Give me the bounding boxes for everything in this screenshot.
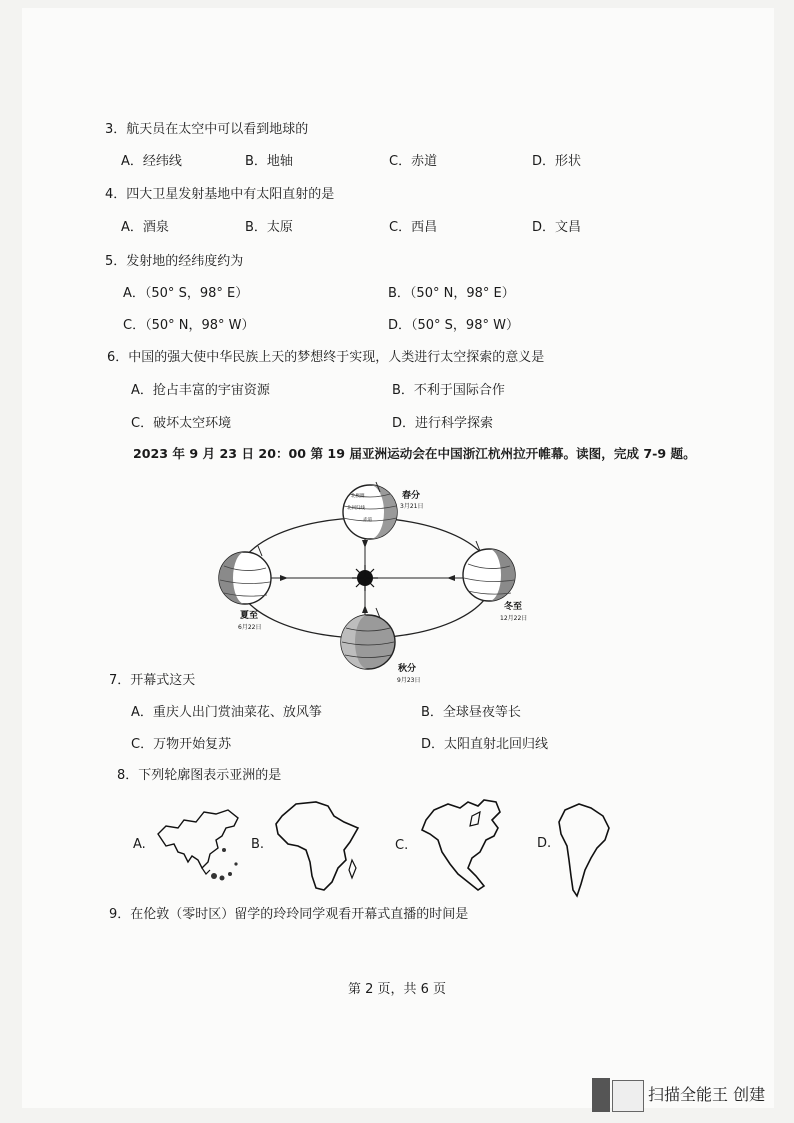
q7-option-d: D．太阳直射北回归线 <box>421 737 549 752</box>
label-spring: 春分 <box>402 491 421 501</box>
q6-stem: 6．中国的强大使中华民族上天的梦想终于实现，人类进行太空探索的意义是 <box>107 350 545 365</box>
q9-stem: 9．在伦敦（零时区）留学的玲玲同学观看开幕式直播的时间是 <box>109 907 469 922</box>
label-winter: 冬至 <box>504 602 523 612</box>
q5-option-d: D．（50° S，98° W） <box>388 318 519 333</box>
page-footer: 第 2 页，共 6 页 <box>347 982 447 997</box>
label-summer: 夏至 <box>240 611 259 621</box>
q7-option-c: C．万物开始复苏 <box>131 737 232 752</box>
q7-option-a: A．重庆人出门赏油菜花、放风筝 <box>131 705 322 720</box>
q3-stem: 3．航天员在太空中可以看到地球的 <box>105 122 309 137</box>
globe-autumn <box>341 608 395 669</box>
q3-option-a: A．经纬线 <box>121 154 182 169</box>
q3-option-d: D．形状 <box>532 154 582 169</box>
q6-option-b: B．不利于国际合作 <box>392 383 505 398</box>
map-south-america <box>555 800 615 900</box>
q5-option-a: A．（50° S，98° E） <box>123 286 249 301</box>
q5-stem: 5．发射地的经纬度约为 <box>105 254 244 269</box>
globe-spring <box>343 482 397 539</box>
sun-icon <box>352 565 378 591</box>
label-autumn-date: 9月23日 <box>397 677 421 684</box>
q8-option-a: A. <box>133 837 146 852</box>
arrow-up <box>362 540 368 548</box>
section-intro: 2023 年 9 月 23 日 20：00 第 19 届亚洲运动会在中国浙江杭州拉开帷幕。读图，完成 7-9 题。 <box>133 446 696 461</box>
q3-option-c: C．赤道 <box>389 154 438 169</box>
q8-option-b: B. <box>251 837 265 852</box>
watermark-text: 扫描全能王 创建 <box>648 1085 766 1104</box>
q8-stem: 8．下列轮廓图表示亚洲的是 <box>117 768 282 783</box>
arrow-right <box>447 575 455 581</box>
q6-option-c: C．破坏太空环境 <box>131 416 232 431</box>
label-arctic-circle: 北极圈 <box>351 494 365 499</box>
q4-option-c: C．西昌 <box>389 220 438 235</box>
label-equator: 赤道 <box>363 518 372 523</box>
label-summer-date: 6月22日 <box>238 624 262 631</box>
map-africa <box>270 798 366 894</box>
q4-option-a: A．酒泉 <box>121 220 169 235</box>
q6-option-a: A．抢占丰富的宇宙资源 <box>131 383 270 398</box>
scanner-watermark <box>592 1076 774 1112</box>
q5-option-c: C．（50° N，98° W） <box>123 318 255 333</box>
q4-option-b: B．太原 <box>245 220 293 235</box>
arrow-left <box>280 575 288 581</box>
label-spring-date: 3月21日 <box>400 503 424 510</box>
q5-option-b: B．（50° N，98° E） <box>388 286 515 301</box>
map-north-america <box>414 796 514 896</box>
q8-option-c: C. <box>395 838 409 853</box>
q3-option-b: B．地轴 <box>245 154 293 169</box>
app-logo-icon <box>612 1080 644 1112</box>
q7-option-b: B．全球昼夜等长 <box>421 705 521 720</box>
q4-option-d: D．文昌 <box>532 220 582 235</box>
q8-option-d: D. <box>537 836 552 851</box>
map-asia <box>148 802 244 886</box>
globe-summer <box>219 546 271 604</box>
q7-stem: 7．开幕式这天 <box>109 673 196 688</box>
q4-stem: 4．四大卫星发射基地中有太阳直射的是 <box>105 187 335 202</box>
q6-option-d: D．进行科学探索 <box>392 416 494 431</box>
qr-code-icon <box>592 1078 610 1112</box>
label-winter-date: 12月22日 <box>500 615 528 622</box>
label-autumn: 秋分 <box>398 664 417 674</box>
label-tropic-cancer: 北回归线 <box>347 506 365 511</box>
earth-orbit-diagram <box>210 478 530 688</box>
globe-winter <box>463 541 515 601</box>
arrow-down <box>362 605 368 613</box>
